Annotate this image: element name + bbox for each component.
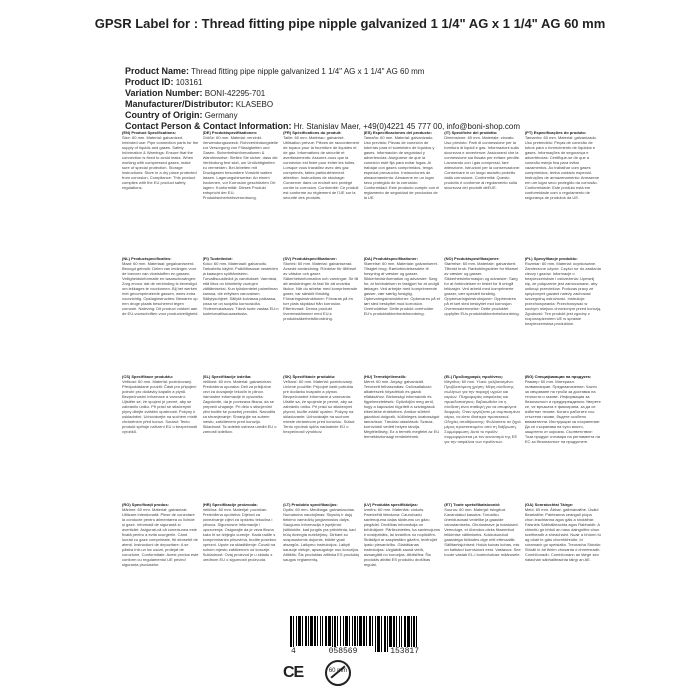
spec-block: (PT) Especificações do produto: Tamanho: 60 mm. Material: galvanizado. Uso pretendido: Peças de conexão de tubos para o fornecimento de líquidos e gases. Informações de segurança e advertências: Certifique-se de que a conexão esteja fixa para evitar vazamentos. Ao trabalhar com gases comprimidos, tenha cuidado especial. Instruções de armazenamento: Armazene em um lugar seco protegido da corrosão. Conformidade: Este produto está em conformidade com o regulamento de segurança de produtos da UE. bbox=[524, 130, 600, 200]
spec-block: (FR) Spécifications du produit: Taille: 60 mm. Matériau: galvanisé. Utilisation prévue: Pièces de raccordement de tuyaux pour la fourniture de liquides et de gaz. Informations de sécurité et avertissements: Assurez-vous que la connexion est fixée pour éviter les fuites. Lorsque vous travaillez avec des gaz comprimés, faites particulièrement attention. Instructions de stockage: Conserver dans un endroit sec protégé contre la corrosion. Conformité: Ce produit est conforme au règlement de l'UE sur la sécurité des produits. bbox=[283, 130, 360, 200]
spec-block: (RO) Specificații produs: Mărime: 60 mm. Material: galvanizat. Utilizare intenționată: Piese de conectare la conducte pentru alimentarea cu lichide și gaze. Informații de siguranță și avertizări: Asigurați-vă că conexiunea este fixată pentru a evita scurgerile. Când lucrați cu gaze comprimate, fiți deosebit de atenți. Instrucțiuni de depozitare: A se păstra într-un loc uscat, protejat de coroziune. Conformitate: Acest produs este conform cu regulamentul UE privind siguranța produselor. bbox=[122, 502, 199, 567]
spec-block bbox=[605, 130, 682, 248]
spec-block: (SV) Produktspecifikationer: Storlek: 60 mm. Material: galvaniserad. Avsedd användning: Rördelar för tillförsel av vätskor och gaser. Säkerhetsinformation och varningar: Se till att anslutningen är fast för att undvika läckor. När du arbetar med komprimerade gaser, var särskilt försiktig. Förvaringsinstruktioner: Förvaras på en torr plats skyddad från korrosion. Efterlevnad: Denna produkt överensstämmer med EU:s produktsäkerhetsförordning. bbox=[283, 256, 359, 321]
spec-block: (LT) Produkto specifikacijos: Dydis: 60 mm. Medžiaga: galvanizuotas. Numatoma naudojimas: Skysčių ir dujų tiekimo vamzdžių jungiamosios dalys. Saugumo informacija ir įspėjimai: Įsitikinkite, kad jungtis yra pritvirtinta, kad būtų išvengta nutekėjimų. Dirbant su suspaustomis dujomis, būkite ypač atsargūs. Laikymo instrukcijos: Laikyti sausoje vietoje, apsaugotoje nuo korozijos. Atitiktis: Šis produktas atitinka ES produktų saugos reglamentą. bbox=[283, 502, 360, 562]
spec-block: (PL) Specyfikacje produktu: Rozmiar: 60 mm. Materiał: ocynkowane. Zamierzone użycie: Części rur do zasilania cieczy i gazów. Informacje o bezpieczeństwie i ostrzeżenia: Upewnij się, że połączenie jest zamocowane, aby uniknąć przecieków. Podczas pracy ze sprężonymi gazami należy zachować szczególną ostrożność. Instrukcje przechowywania: Przechowywać w suchym miejscu chronionym przed korozją. Zgodność: Ten produkt jest zgodny z rozporządzeniem UE w sprawie bezpieczeństwa produktów. bbox=[524, 256, 602, 326]
spec-block: (DE) Produktspezifikationen: Größe: 60 mm. Material: verzinkt. Verwendungszweck: Rohrverbindungsteile zur Versorgung von Flüssigkeiten und Gasen. Sicherheitsinformationen & Warnhinweise: Stellen Sie sicher, dass die Verbindung fest sitzt, um Undichtigkeiten zu vermeiden. Bei Arbeiten mit Druckgasen besondere Vorsicht walten lassen. Lagerungshinweise: An einem trockenen, vor Korrosion geschützten Ort lagern. Konformität: Dieses Produkt entspricht der EU-Produktsicherheitsverordnung. bbox=[202, 130, 278, 200]
meta-contact: Contact Person & Contact Information: Hr. Stanislav Maer, +49(0)4221 45 777 00, info@boni-shop.com bbox=[125, 121, 521, 131]
meta-manufacturer: Manufacturer/Distributor: KLASEBO bbox=[125, 99, 274, 109]
product-meta bbox=[125, 66, 665, 132]
ean-barcode bbox=[290, 616, 420, 661]
spec-block bbox=[605, 374, 682, 494]
meta-product-id: Product ID: 103161 bbox=[125, 77, 203, 87]
label-title: GPSR Label for : Thread fitting pipe nipple galvanized 1 1/4" AG x 1 1/4" AG 60 mm bbox=[94, 16, 606, 31]
spec-block bbox=[605, 502, 682, 627]
spec-block: (NO) Produktspesifikasjoner: Størrelse: 60 mm. Materiale: galvanisert. Tiltenkt bruk: Rørkoblingsdeler for tilførsel av væsker og gasser. Sikkerhetsinformasjon og advarsler: Sørg for at forbindelsen er festet for å unngå lekkasjer. Ved arbeid med komprimerte gasser, vær spesielt forsiktig. Oppbevaringsinstruksjoner: Oppbevares på et tørt sted beskyttet mot korrosjon. Overensstemmelse: Dette produktet oppfyller EUs produktsikkerhetsforordning. bbox=[444, 256, 520, 316]
spec-block: (FI) Tuotetiedot: Koko: 60 mm. Materiaali: galvanoitu. Tarkoitettu käyttö: Putkiliitososat nesteiden ja kaasujen syöttämiseen. Turvallisuustiedot ja varoitukset: Varmista, että liitos on kiinnitetty vuotojen välttämiseksi. Kun työskentelet paineilman kanssa, ole erityisen varovainen. Säilytysohjeet: Säilytä kuivassa paikassa, jossa se on suojattu korroosiolta. Yhdenmukaisuus: Tämä tuote vastaa EU:n tuoteturvallisuusasetusta. bbox=[202, 256, 279, 316]
spec-block: (LV) Produkta specifikācijas: Izmērs: 60 mm. Materiāls: cinkots. Paredzētā lietošana: Cauruļvadu savienojuma daļas šķidrumu un gāzu piegādei. Drošības informācija un brīdinājumi: Pārliecinieties, ka savienojums ir nostiprināts, lai izvairītos no noplūdēm. Strādājot ar saspiestām gāzēm, ievērojiet īpašu piesardzību. Glabāšanas instrukcijas: Uzglabāt sausā vietā, aizsargātā no korozijas. Atbilstība: Šis produkts atbilst ES produktu drošības regulai. bbox=[363, 502, 440, 567]
spec-block: (BG) Спецификации на продукта: Размер: 60 mm. Материал: галванизиран. Предназначение: Части за свързване на тръби за доставка на течности и газове. Информация за безопасност и предупреждения: Уверете се, че връзката е фиксирана, за да се избегнат течове. Когато работите със сгъстени газове, бъдете особено внимателни. Инструкции за съхранение: Да се съхранява на сухо място, защитено от корозия. Съответствие: Този продукт отговаря на регламента на ЕС за безопасност на продуктите. bbox=[524, 374, 601, 444]
meta-variation-number: Variation Number: BONI-42295-701 bbox=[125, 88, 266, 98]
spec-block: (ES) Especificaciones del producto: Tamaño: 60 mm. Material: galvanizado. Uso previsto: Piezas de conexión de tuberías para el suministro de líquidos y gases. Información de seguridad y advertencias: Asegúrese de que la conexión esté fija para evitar fugas. Al trabajar con gases comprimidos, tenga especial precaución. Instrucciones de almacenamiento: Almacene en un lugar seco protegido de la corrosión. Conformidad: Este producto cumple con el reglamento de seguridad de productos de la UE. bbox=[363, 130, 440, 200]
ce-mark: CE bbox=[283, 664, 304, 681]
spec-block: (CS) Specifikace produktu: Velikost: 60 mm. Materiál: pozinkovaný. Předpokládané použití: Části pro připojení potrubí pro dodávky kapalin a plynů. Bezpečnostní informace a varování: Ujistěte se, že spojení je pevné, aby se zabránilo úniku. Při práci se stlačenými plyny dbejte zvláštní opatrnosti. Pokyny k uskladnění: Uchovávejte na suchém místě chráněném před korozí. Soulad: Tento produkt splňuje nařízení EU o bezpečnosti výrobků. bbox=[122, 374, 198, 434]
meta-country: Country of Origin: Germany bbox=[125, 110, 238, 120]
spec-block: (ET) Toote spetsifikatsioonid: Suurus: 60 mm. Materjal: tsingitud. Kavandatud kasutus: Torustiku ühendusosad vedelike ja gaaside varustamiseks. Ohutusteave ja hoiatused: Veenduge, et ühendus oleks fikseeritud lekkimise vältimiseks. Kokkusurutud gaasidega töötades olge eriti ettevaatlik. Säilitamisjuhised: Hoida kuivas kohas, mis on kaitstud korrosiooni eest. Vastavus: See toode vastab EL-i tooteohutuse määrusele. bbox=[444, 502, 521, 557]
spec-block: (DA) Produktspecifikationer: Størrelse: 60 mm. Materiale: galvaniseret. Tilsigtet brug: Rørforbindelsesdele til forsyning af væsker og gasser. Sikkerhedsinformation og advarsler: Sørg for, at forbindelsen er fastgjort for at undgå lækager. Ved arbejde med komprimerede gasser, vær særlig forsigtig. Opbevaringsinstruktioner: Opbevares på et tørt sted beskyttet mod korrosion. Overholdelse: Dette produkt overholder EU's produktsikkerhedsforordning. bbox=[363, 256, 440, 316]
spec-block bbox=[605, 256, 682, 366]
thread-symbol-icon bbox=[325, 660, 351, 686]
spec-block: (EL) Προδιαγραφές προϊόντος: Μέγεθος: 60 mm. Υλικό: γαλβανισμένο. Προβλεπόμενη χρήση: Μέρη σύνδεσης σωλήνων για την παροχή υγρών και αερίων. Πληροφορίες ασφαλείας και προειδοποιήσεις: Βεβαιωθείτε ότι η σύνδεση είναι σταθερή για να αποφύγετε διαρροές. Όταν εργάζεστε με συμπιεσμένα αέρια, να είστε ιδιαίτερα προσεκτικοί. Οδηγίες αποθήκευσης: Φυλάσσετε σε ξηρό μέρος προστατευμένο από τη διάβρωση. Συμμόρφωση: Αυτό το προϊόν συμμορφώνεται με τον κανονισμό της ΕΕ για την ασφάλεια των προϊόντων. bbox=[444, 374, 521, 444]
spec-block: (HR) Specifikacije proizvoda: Veličina: 60 mm. Materijal: pocinčan. Predviđena upotreba: Dijelovi za povezivanje cijevi za opskrbu tekućina i plinova. Sigurnosne informacije i upozorenja: Osigurajte da je veza fiksna kako bi se izbjeglo curenje. Kada radite s komprimiranim plinovima, budite posebno oprezni. Upute za skladištenje: Čuvati na suhom mjestu zaštićenom od korozije. Sukladnost: Ovaj proizvod je u skladu s uredbom EU o sigurnosti proizvoda. bbox=[202, 502, 277, 562]
spec-block: (IT) Specifiche del prodotto: Dimensione: 60 mm. Materiale: zincato. Uso previsto: Parti di connessione per la fornitura di liquidi e gas. Informazioni sulla sicurezza e avvertenze: Assicurarsi che la connessione sia fissata per evitare perdite. Lavorando con i gas compressi, fare attenzione. Istruzioni per la conservazione: Conservare in un luogo asciutto protetto dalla corrosione. Conformità: Questo prodotto è conforme al regolamento sulla sicurezza dei prodotti dell'UE. bbox=[444, 130, 521, 190]
spec-grid bbox=[122, 130, 682, 627]
thread-size-label: 60 mm bbox=[328, 668, 348, 674]
spec-block: (EN) Product Specifications: Size: 60 mm. Material: galvanized. Intended use: Pipe connection parts for the supply of liquids and gases. Safety Information & Warnings: Ensure that the connection is fixed to avoid leaks. When working with compressed gases, make sure of special protection. Storage instructions: Store in a dry place protected from corrosion. Compliance: This product complies with the EU product safety regulations. bbox=[122, 130, 199, 190]
spec-block: (NL) Productspecificaties: Maat: 60 mm. Materiaal: gegalvaniseerd. Beoogd gebruik: Delen van leidingen voor de toevoer van vloeistoffen en gassen. Veiligheidsinformatie en waarschuwingen: Zorg ervoor dat de verbinding is bevestigd om lekkages te voorkomen. Bij het werken met gecomprimeerde gassen, wees extra voorzichtig. Opslaginstructies: Bewaren op een droge plaats beschermd tegen corrosie. Naleving: Dit product voldoet aan de EU-voorschriften voor productveiligheid. bbox=[122, 256, 199, 316]
barcode-digits bbox=[290, 647, 420, 656]
spec-block: (SL) Specifikacije izdelka: Velikost: 60 mm. Material: galvaniziran. Predvidena uporaba: Deli za priključne cevi za dovajanje tekočin in plinov. Varnostne informacije in opozorila: Zagotovite, da je povezava fiksna, da se prepreči uhajanje. Pri delu s stisnjenimi plini bodite še posebej previdni. Navodila za shranjevanje: Shranjujte na suhem mestu, zaščitenem pred korozijo. Skladnost: Ta izdelek ustreza uredbi EU o varnosti izdelkov. bbox=[202, 374, 277, 434]
meta-product-name: Product Name: Thread fitting pipe nipple galvanized 1 1/4" AG x 1 1/4" AG 60 mm bbox=[125, 66, 425, 76]
spec-block: (GA) Sonraíochtaí Táirge: Méid: 60 mm. Ábhar: galbhánaithe. Úsáid Beartaithe: Páirteanna ceangail píopa chun leachtanna agus gáis a sholáthar. Faisnéis Sábháilteachta agus Rabhaidh: A chinntiú go bhfuil an nasc daingnithe chun sceitheadh a sheachaint. Nuair a bhíonn tú ag obair le gáis chomhbhrúite, bí cúramach go speisialta. Treoracha Stórála: Stóráil in áit thirim chosanta ó chreimeadh. Comhlíonadh: Comhlíonann an táirge seo rialachán sábháilteachta táirgí an AE. bbox=[524, 502, 601, 562]
spec-block: (HU) Termékjellemzők: Méret: 60 mm. Anyag: galvanizált. Tervezett felhasználás: Csőcsatlakozó alkatrészek folyadékok és gázok ellátásához. Biztonsági információk és figyelmeztetések: Győződjön meg arról, hogy a kapcsolat rögzített a szivárgások elkerülése érdekében. Amikor sűrített gázokkal dolgozik, különleges óvatosságot tanúsítson. Tárolási utasítások: Száraz, korróziótól védett helyen tárolja. Megfelelőség: Ez a termék megfelel az EU termékbiztonsági rendeletének. bbox=[363, 374, 440, 439]
barcode-digits-mid: 058569 bbox=[328, 647, 358, 656]
barcode-digits-right: 153817 bbox=[390, 647, 419, 656]
barcode-digit-left: 4 bbox=[291, 647, 296, 656]
spec-block: (SK) Špecifikácie produktu: Veľkosť: 60 mm. Materiál: pozinkovaný. Určené použitie: Prípojné časti potrubia pre dodávku kvapalín a plynov. Bezpečnostné informácie a varovania: Uistite sa, že spojenie je pevné, aby sa zabránilo úniku. Pri práci so stlačenými plynmi, buďte zvlášť opatrní. Pokyny na skladovanie: Uchovávajte na suchom mieste chránenom pred koróziou. Súlad: Tento výrobok spĺňa nariadenie EÚ o bezpečnosti výrobkov. bbox=[283, 374, 355, 434]
